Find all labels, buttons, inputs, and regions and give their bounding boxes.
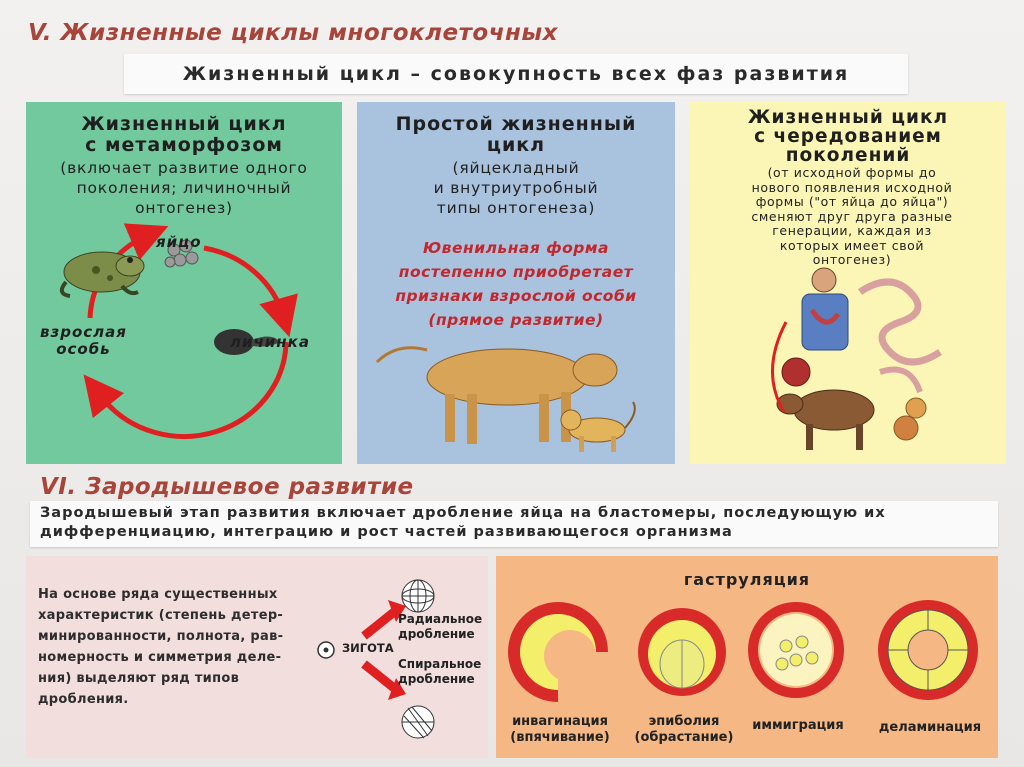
arrow-head-adult: [96, 390, 104, 400]
subtitle-line: (включает развитие одного: [60, 159, 308, 177]
cleavage-line: ния) выделяют ряд типов: [38, 671, 240, 686]
note-line: постепенно приобретает: [398, 263, 634, 281]
frog-icon: [62, 252, 144, 296]
title-line: цикл: [486, 134, 546, 156]
subtitle-line: сменяют друг друга разные: [751, 208, 953, 224]
note-line: (прямое развитие): [428, 311, 604, 329]
subtitle-line: (яйцекладный: [452, 159, 580, 177]
subtitle-line: которых имеет свой: [779, 237, 925, 253]
epiboly-icon: [638, 608, 726, 696]
title-line: Жизненный цикл: [747, 107, 949, 128]
epiboly-label: [630, 714, 738, 746]
cleavage-line: На основе ряда существенных: [38, 587, 278, 602]
gastrulation-title: гаструляция: [683, 570, 811, 589]
egg-label: яйцо: [156, 233, 202, 251]
metamorphosis-panel: [26, 102, 342, 464]
section-5-heading: V. Жизненные циклы многоклеточных: [28, 20, 559, 46]
cow-icon: [777, 390, 874, 450]
label-line: (обрастание): [634, 730, 734, 745]
gastrulation-panel: [496, 556, 998, 758]
invagination-icon: [508, 602, 618, 708]
alternation-panel: [690, 102, 1006, 464]
title-line: Жизненный цикл: [81, 113, 287, 135]
immigration-label: иммиграция: [752, 718, 844, 733]
subtitle-line: поколения; личиночный: [76, 179, 292, 197]
spiral-cleavage-icon: [402, 706, 434, 738]
spiral-arrow: [364, 664, 394, 688]
spiral-cleavage-label: [398, 657, 481, 687]
delamination-label: деламинация: [878, 720, 982, 735]
zygote-label: ЗИГОТА: [342, 641, 394, 655]
subtitle-line: формы ("от яйца до яйца"): [755, 194, 949, 209]
direct-development-note: [357, 236, 675, 332]
adult-label-line: особь: [56, 340, 111, 358]
subtitle-line: типы онтогенеза): [436, 199, 596, 217]
radial-line: дробление: [398, 627, 475, 641]
gastrulation-diagrams: [496, 596, 998, 708]
subtitle-line: нового появления исходной: [751, 179, 953, 195]
cub-icon: [561, 402, 635, 452]
subtitle-line: (от исходной формы до: [767, 165, 937, 180]
arrow-larva-to-adult: [104, 342, 286, 436]
subtitle-line: онтогенез): [135, 199, 233, 217]
cleavage-line: минированности, полнота, рав-: [38, 629, 284, 644]
delamination-icon: [878, 600, 978, 700]
label-line: инвагинация: [512, 714, 608, 729]
cleavage-line: номерность и симметрия деле-: [38, 650, 282, 665]
title-line: Простой жизненный: [395, 113, 637, 135]
definition-line: дифференциацию, интеграцию и рост частей развивающегося организма: [40, 524, 733, 540]
title-line: с метаморфозом: [85, 134, 283, 156]
cleavage-panel: [26, 556, 488, 758]
label-line: (впячивание): [510, 730, 610, 745]
spiral-line: Спиральное: [398, 657, 482, 671]
metamorphosis-subtitle: [26, 158, 342, 218]
simple-subtitle: [357, 158, 675, 218]
title-line: с чередованием: [754, 126, 942, 147]
spiral-line: дробление: [398, 672, 475, 686]
radial-cleavage-label: [398, 612, 482, 642]
embryonic-development-definition: [30, 501, 998, 547]
note-line: Ювенильная форма: [422, 239, 609, 257]
definition-line: Зародышевый этап развития включает дробление яйца на бластомеры, последующую их: [40, 505, 886, 521]
larva-label: личинка: [230, 333, 310, 351]
cleavage-text: [38, 584, 283, 710]
radial-cleavage-icon: [402, 580, 434, 612]
tapeworm-icon: [860, 282, 940, 392]
immigration-icon: [748, 602, 844, 698]
tapeworm-cycle-illustration: [690, 262, 1006, 464]
man-icon: [802, 268, 848, 350]
metamorphosis-title: [26, 114, 342, 156]
invagination-label: [506, 714, 614, 746]
section-6-heading: VI. Зародышевое развитие: [40, 474, 414, 500]
title-line: поколений: [785, 145, 911, 166]
radial-arrow: [364, 612, 394, 636]
radial-line: Радиальное: [398, 612, 483, 626]
arrow-egg-to-larva: [204, 248, 284, 318]
cleavage-line: характеристик (степень детер-: [38, 608, 284, 623]
note-line: признаки взрослой особи: [395, 287, 637, 305]
adult-label-line: взрослая: [40, 323, 127, 341]
simple-cycle-panel: [357, 102, 675, 464]
subtitle-line: и внутриутробный: [433, 179, 599, 197]
subtitle-line: генерации, каждая из: [772, 223, 932, 238]
subtitle-line: онтогенез): [812, 252, 892, 267]
cleavage-line: дробления.: [38, 692, 129, 707]
adult-label: [40, 324, 127, 358]
lion-and-cub-illustration: [357, 332, 675, 464]
alternation-subtitle: [704, 166, 1000, 268]
label-line: эпиболия: [648, 714, 720, 729]
simple-title: [357, 114, 675, 156]
alternation-title: [690, 108, 1006, 165]
life-cycle-definition: Жизненный цикл – совокупность всех фаз развития: [124, 54, 908, 94]
